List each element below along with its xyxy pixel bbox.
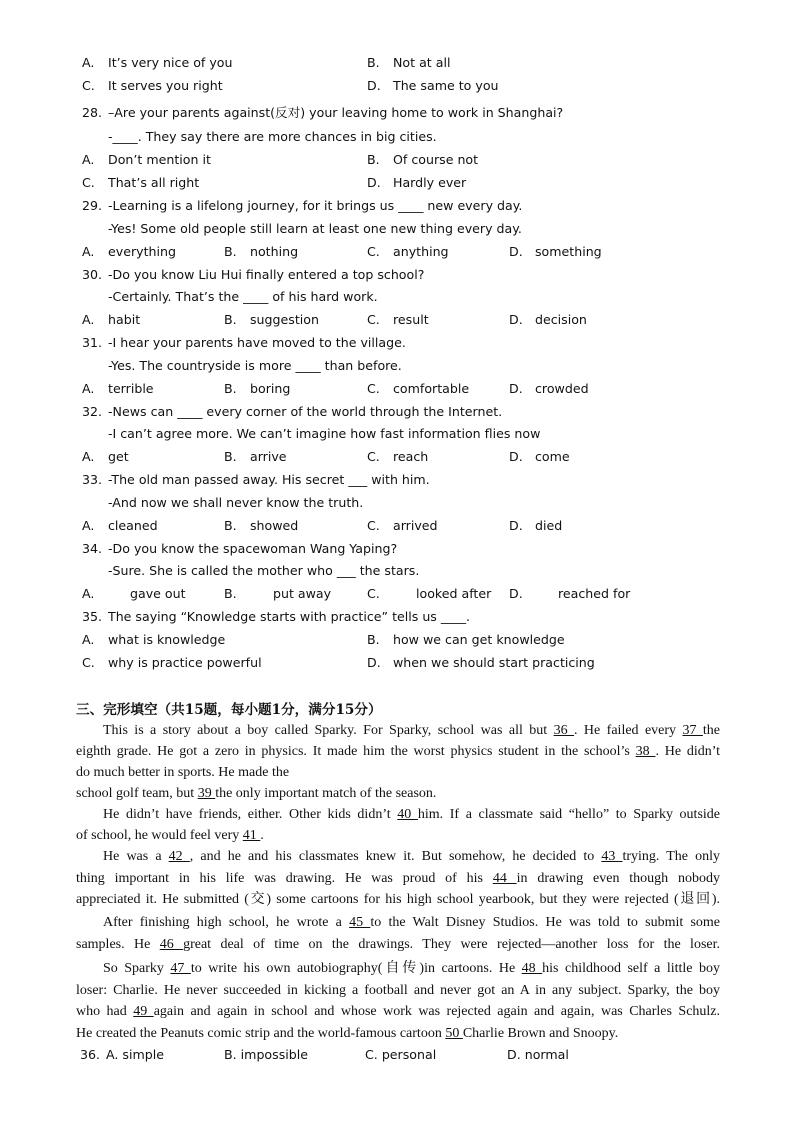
q36-option-a: A. simple (106, 1047, 164, 1062)
q30-reply: -Certainly. That’s the ____ of his hard work. (108, 289, 378, 304)
q36-option-b: B. impossible (224, 1047, 309, 1062)
q29-reply: -Yes! Some old people still learn at least one new thing every day. (108, 221, 522, 236)
q34-option-b: put away (273, 586, 332, 601)
q32-reply: -I can’t agree more. We can’t imagine how fast information flies now (108, 426, 541, 441)
q36-option-d: D. normal (507, 1047, 569, 1062)
q34-question: 34. -Do you know the spacewoman Wang Yaping? (82, 541, 398, 556)
passage-line: He didn’t have friends, either. Other kids didn’t 40 him. If a classmate said “hello” to Sparky outside (103, 807, 720, 822)
q32-option-b: B. arrive (224, 449, 287, 464)
q31-question: 31. -I hear your parents have moved to the village. (82, 335, 406, 350)
blank-41: 41 (242, 828, 261, 843)
blank-43: 43 (601, 849, 623, 864)
blank-37: 37 (682, 723, 703, 738)
q33-option-a: A. cleaned (82, 518, 158, 533)
passage-line: He was a 42 , and he and his classmates knew it. But somehow, he decided to 43 trying. The only (103, 849, 721, 864)
blank-39: 39 (197, 786, 216, 801)
passage-line: appreciated it. He submitted (交) some cartoons for his high school yearbook, but they were rejected (退回). (76, 892, 720, 907)
passage-line: do much better in sports. He made the (76, 765, 290, 780)
q34-option-d: reached for (558, 586, 631, 601)
q35-option-d: D. when we should start practicing (367, 655, 595, 670)
q28-reply: -____. They say there are more chances in big cities. (108, 129, 437, 144)
q36-option-c: C. personal (365, 1047, 437, 1062)
passage-line: of school, he would feel very 41 . (76, 828, 264, 843)
q34-option-d-letter: D. (509, 586, 523, 601)
q33-option-b: B. showed (224, 518, 299, 533)
q27-option-b: B. Not at all (367, 55, 451, 70)
passage-line: After finishing high school, he wrote a 45 to the Walt Disney Studios. He was told to submit some (103, 915, 721, 930)
passage-line: samples. He 46 great deal of time on the drawings. They were rejected—another loss for the loser. (76, 937, 720, 952)
q29-option-b: B. nothing (224, 244, 299, 259)
passage-line: loser: Charlie. He never succeeded in kicking a football and never got an A in any subject. Sparky, the boy (76, 983, 720, 998)
q31-reply: -Yes. The countryside is more ____ than before. (108, 358, 402, 373)
q30-option-b: B. suggestion (224, 312, 319, 327)
q32-option-d: D. come (509, 449, 570, 464)
q28-option-c: C. That’s all right (82, 175, 200, 190)
blank-47: 47 (170, 961, 191, 976)
passage-line: This is a story about a boy called Sparky. For Sparky, school was all but 36 . He failed every 37 the (103, 723, 720, 738)
q35-option-c: C. why is practice powerful (82, 655, 262, 670)
q32-option-c: C. reach (367, 449, 429, 464)
q34-option-c: looked after (416, 586, 492, 601)
blank-38: 38 (635, 744, 656, 759)
q34-reply: -Sure. She is called the mother who ___ the stars. (108, 563, 420, 578)
q35-option-a: A. what is knowledge (82, 632, 226, 647)
q31-option-d: D. crowded (509, 381, 589, 396)
blank-42: 42 (168, 849, 190, 864)
blank-45: 45 (349, 915, 371, 930)
passage-line: He created the Peanuts comic strip and the world-famous cartoon 50 Charlie Brown and Snoopy. (76, 1026, 619, 1041)
q34-option-a: gave out (130, 586, 186, 601)
q36-number: 36. (80, 1047, 101, 1062)
passage-line: eighth grade. He got a zero in physics. It made him the worst physics student in the school’s 38 . He didn’t (76, 744, 721, 759)
q33-option-c: C. arrived (367, 518, 438, 533)
blank-49: 49 (133, 1004, 154, 1019)
q30-option-a: A. habit (82, 312, 141, 327)
q29-option-d: D. something (509, 244, 602, 259)
q31-option-c: C. comfortable (367, 381, 470, 396)
q34-option-a-letter: A. (82, 586, 95, 601)
q31-option-b: B. boring (224, 381, 291, 396)
blank-36: 36 (553, 723, 575, 738)
q27-option-a: A. It’s very nice of you (82, 55, 233, 70)
passage-line: who had 49 again and again in school and whose work was rejected again and again, was Charles Schulz. (76, 1004, 721, 1019)
q35-option-b: B. how we can get knowledge (367, 632, 565, 647)
q29-option-c: C. anything (367, 244, 449, 259)
q27-option-d: D. The same to you (367, 78, 499, 93)
blank-44: 44 (492, 871, 517, 886)
q30-question: 30. -Do you know Liu Hui finally entered a top school? (82, 267, 425, 282)
q27-option-c: C. It serves you right (82, 78, 223, 93)
q32-question: 32. -News can ____ every corner of the world through the Internet. (82, 404, 503, 419)
q29-option-a: A. everything (82, 244, 176, 259)
q31-option-a: A. terrible (82, 381, 154, 396)
q30-option-c: C. result (367, 312, 429, 327)
blank-40: 40 (397, 807, 418, 822)
q33-reply: -And now we shall never know the truth. (108, 495, 364, 510)
q28-question: 28. –Are your parents against(反对) your leaving home to work in Shanghai? (82, 105, 564, 120)
blank-50: 50 (445, 1026, 463, 1041)
q30-option-d: D. decision (509, 312, 587, 327)
passage-line: So Sparky 47 to write his own autobiography(自传)in cartoons. He 48 his childhood self a little boy (103, 961, 720, 976)
q28-option-a: A. Don’t mention it (82, 152, 211, 167)
q34-option-c-letter: C. (367, 586, 380, 601)
q32-option-a: A. get (82, 449, 129, 464)
q35-question: 35. The saying “Knowledge starts with practice” tells us ____. (82, 609, 471, 624)
q33-question: 33. -The old man passed away. His secret ___ with him. (82, 472, 430, 487)
q33-option-d: D. died (509, 518, 563, 533)
q28-option-d: D. Hardly ever (367, 175, 467, 190)
passage-line: school golf team, but 39 the only important match of the season. (76, 786, 437, 801)
q28-option-b: B. Of course not (367, 152, 479, 167)
blank-48: 48 (521, 961, 543, 976)
section-heading: 三、完形填空（共15题，每小题1分，满分15分） (76, 702, 382, 718)
passage-line: thing important in his life was drawing. He was proud of his 44 in drawing even though nobody (76, 871, 720, 886)
q34-option-b-letter: B. (224, 586, 237, 601)
blank-46: 46 (159, 937, 184, 952)
q29-question: 29. -Learning is a lifelong journey, for it brings us ____ new every day. (82, 198, 523, 213)
